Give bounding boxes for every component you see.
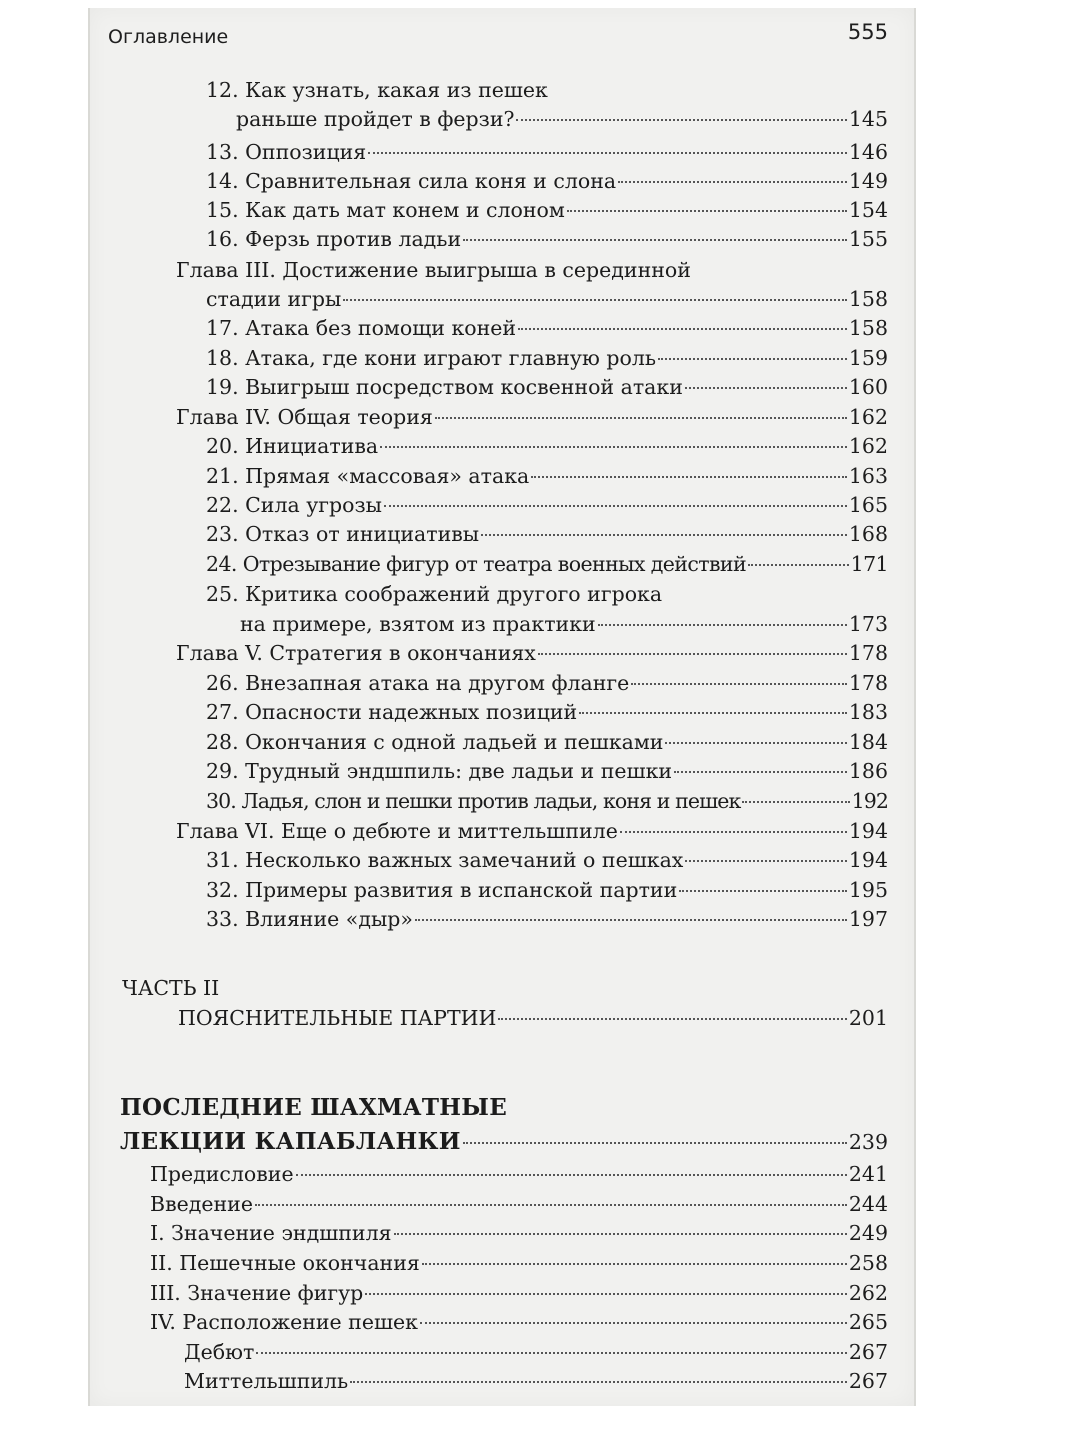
toc-entry: 22. Сила угрозы 165: [206, 493, 888, 517]
toc-entry: Введение 244: [150, 1192, 888, 1216]
dot-leader: [296, 1174, 847, 1176]
toc-chapter: Глава V. Стратегия в окончаниях 178: [176, 641, 888, 665]
dot-leader: [531, 476, 847, 478]
dot-leader: [674, 771, 847, 773]
toc-entry: 24. Отрезывание фигур от театра военных действий 171: [206, 552, 888, 576]
dot-leader: [658, 358, 847, 360]
dot-leader: [255, 1204, 847, 1206]
dot-leader: [516, 119, 846, 121]
dot-leader: [463, 1142, 847, 1144]
toc-entry: 23. Отказ от инициативы 168: [206, 522, 888, 546]
toc-entry: 16. Ферзь против ладьи 155: [206, 227, 888, 251]
toc-entry: 26. Внезапная атака на другом фланге 178: [206, 671, 888, 695]
dot-leader: [498, 1018, 846, 1020]
dot-leader: [679, 890, 847, 892]
toc-chapter: стадии игры 158: [206, 287, 888, 311]
dot-leader: [256, 1352, 847, 1354]
dot-leader: [365, 1293, 847, 1295]
toc-part-heading: ЧАСТЬ II: [122, 976, 220, 1000]
toc-entry: 27. Опасности надежных позиций 183: [206, 700, 888, 724]
toc-entry: на примере, взятом из практики 173: [240, 612, 888, 636]
dot-leader: [343, 299, 847, 301]
toc-entry: Дебют 267: [184, 1340, 888, 1364]
toc-entry: Предисловие 241: [150, 1162, 888, 1186]
toc-entry: 14. Сравнительная сила коня и слона 149: [206, 169, 888, 193]
toc-entry: 25. Критика соображений другого игрока: [206, 582, 663, 606]
dot-leader: [748, 564, 849, 566]
dot-leader: [481, 534, 847, 536]
dot-leader: [631, 683, 847, 685]
dot-leader: [665, 742, 846, 744]
toc-entry: 15. Как дать мат конем и слоном 154: [206, 198, 888, 222]
toc-chapter: Глава IV. Общая теория 162: [176, 405, 888, 429]
toc-book-title: ПОСЛЕДНИЕ ШАХМАТНЫЕ: [120, 1094, 508, 1121]
page-header: [108, 20, 888, 50]
dot-leader: [618, 181, 847, 183]
dot-leader: [518, 328, 847, 330]
toc-book-title: ЛЕКЦИИ КАПАБЛАНКИ 239: [120, 1128, 888, 1155]
dot-leader: [435, 417, 847, 419]
dot-leader: [598, 624, 847, 626]
dot-leader: [579, 712, 847, 714]
dot-leader: [538, 653, 847, 655]
toc-entry: 29. Трудный эндшпиль: две ладьи и пешки 186: [206, 759, 888, 783]
running-header-title: Оглавление: [108, 26, 229, 48]
toc-entry: 17. Атака без помощи коней 158: [206, 316, 888, 340]
dot-leader: [415, 919, 847, 921]
toc-entry: 28. Окончания с одной ладьей и пешками 184: [206, 730, 888, 754]
dot-leader: [422, 1263, 847, 1265]
toc-entry: 18. Атака, где кони играют главную роль 159: [206, 346, 888, 370]
dot-leader: [384, 505, 847, 507]
dot-leader: [463, 239, 847, 241]
dot-leader: [742, 801, 849, 803]
dot-leader: [685, 387, 847, 389]
toc-entry: 30. Ладья, слон и пешки против ладьи, коня и пешек 192: [206, 789, 888, 813]
toc-entry: Миттельшпиль 267: [184, 1369, 888, 1393]
dot-leader: [368, 152, 847, 154]
toc-entry: I. Значение эндшпиля 249: [150, 1221, 888, 1245]
page-number: 555: [847, 20, 888, 44]
toc-entry: 33. Влияние «дыр» 197: [206, 907, 888, 931]
dot-leader: [420, 1322, 847, 1324]
toc-entry: 32. Примеры развития в испанской партии 195: [206, 878, 888, 902]
dot-leader: [685, 860, 846, 862]
toc-entry: 19. Выигрыш посредством косвенной атаки 160: [206, 375, 888, 399]
toc-chapter: Глава III. Достижение выигрыша в серединной: [176, 258, 691, 282]
toc-entry: 21. Прямая «массовая» атака 163: [206, 464, 888, 488]
toc-entry: 31. Несколько важных замечаний о пешках 194: [206, 848, 888, 872]
dot-leader: [380, 446, 847, 448]
toc-entry: 12. Как узнать, какая из пешек: [206, 78, 548, 102]
dot-leader: [350, 1381, 847, 1383]
toc-entry: IV. Расположение пешек 265: [150, 1310, 888, 1334]
toc-chapter: Глава VI. Еще о дебюте и миттельшпиле 194: [176, 819, 888, 843]
toc-entry: 13. Оппозиция 146: [206, 140, 888, 164]
toc-entry: II. Пешечные окончания 258: [150, 1251, 888, 1275]
toc-entry: раньше пройдет в ферзи? 145: [236, 107, 888, 131]
toc-entry: 20. Инициатива 162: [206, 434, 888, 458]
dot-leader: [394, 1233, 847, 1235]
toc-part-heading: ПОЯСНИТЕЛЬНЫЕ ПАРТИИ 201: [178, 1006, 888, 1030]
toc-entry: III. Значение фигур 262: [150, 1281, 888, 1305]
dot-leader: [620, 831, 847, 833]
dot-leader: [567, 210, 847, 212]
